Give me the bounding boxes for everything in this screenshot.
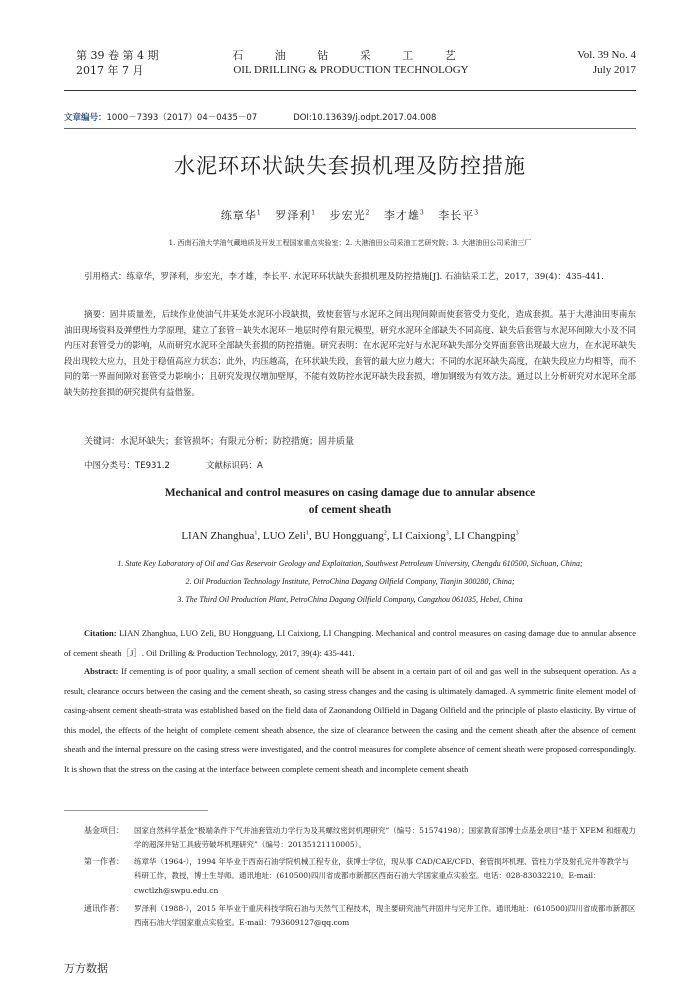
footnote-label: 基金项目：: [84, 826, 124, 835]
footnote-text: 国家自然科学基金“极端条件下气井油套管动力学行为及其螺纹密封机理研究”（编号：51574198）；国家教育部博士点基金项目“基于 XFEM 和细观力学的超深井钻工具疲劳破坏机理研究”（编号：20135121110005）。: [134, 826, 636, 850]
clc-value: TE931.2: [135, 461, 170, 471]
doc-code-label: 文献标识码：: [205, 461, 257, 471]
affiliation-en-1: 1. State Key Laboratory of Oil and Gas Reservoir Geology and Exploitation, Southwest Petroleum University, Chengdu 610500, Sichuan, China;: [117, 559, 583, 568]
affiliations-en: [64, 555, 636, 609]
abstract-en-label: Abstract:: [84, 666, 119, 676]
author-en: LUO Zeli$^1$: [262, 530, 309, 542]
affiliations-cn: 1. 西南石油大学油气藏地质及开发工程国家重点实验室；2. 大港油田公司采油工艺研究院；3. 大港油田公司采油三厂: [168, 239, 532, 247]
citation-en: [64, 624, 636, 663]
footnote-label: 通讯作者：: [84, 904, 124, 913]
author-en: BU Hongguang$^2$: [314, 530, 387, 542]
author-en: LI Changping$^3$: [454, 530, 519, 542]
article-meta: [64, 111, 436, 123]
affiliation-en-2: 2. Oil Production Technology Institute, PetroChina Dagang Oilfield Company, Tianjin 300280, China;: [185, 577, 515, 586]
citation-cn-text: 练章华，罗泽利，步宏光，李才雄，李长平. 水泥环环状缺失套损机理及防控措施[J]. 石油钻采工艺，2017，39(4)：435-441.: [126, 272, 604, 282]
footnote-text: 练章华（1964-），1994 年毕业于西南石油学院机械工程专业，获博士学位，现从事 CAD/CAE/CFD、套管损坏机理、管柱力学及射孔完井等教学与科研工作，教授，博士生导师。通讯地址：(610500)四川省成都市新都区西南石油大学国家重点实验室。电话：028-83032210。E-mail：cwctlzh@swpu.edu.cn: [134, 857, 630, 895]
clc-label: 中图分类号：: [84, 461, 136, 471]
author-cn: 练章华$^1$: [220, 209, 262, 222]
citation-en-label: Citation:: [84, 628, 117, 638]
citation-en-text: LIAN Zhanghua, LUO Zeli, BU Hongguang, LI Caixiong, LI Changping. Mechanical and control measures on casing damage due to annular absence of cement sheath［J］. Oil Drilling & Production Technology, 2017, 39(4): 435-441.: [64, 628, 636, 658]
keywords-cn-label: 关键词：: [84, 437, 121, 447]
author-en: LI Caixiong$^3$: [392, 530, 449, 542]
citation-cn-label: 引用格式：: [84, 272, 127, 282]
title-cn: 水泥环环状缺失套损机理及防控措施: [174, 154, 526, 178]
footnote-text: 罗泽利（1988-），2015 年毕业于重庆科技学院石油与天然气工程技术，现主要研究油气井固井与完井工作。通讯地址：(610500)四川省成都市新都区西南石油大学国家重点实验室。E-mail：793609127@qq.com: [134, 904, 636, 928]
abstract-en-text: If cementing is of poor quality, a small section of cement sheath will be absent in a certain part of oil and gas well in the subsequent operation. As a result, clearance occurs between the casing and the cement sheath, so casing stress changes and the casing is ultimately damaged. A symmetric finite element model of casing-absent cement sheath-strata was established based on the field data of Zaonandong Oilfield in Dagang Oilfield and the principle of plasto elasticity. By virtue of this model, the effects of the height of complete cement sheath absence, the size of clearance between the casing and the cement sheath after the absence of cement sheath and the internal pressure on the casing stress were investigated, and the control measures for complete absence of cement sheath were proposed correspondingly. It is shown that the stress on the casing at the interface between complete cement sheath and incomplete cement sheath: [64, 666, 636, 774]
meta-rule: [64, 128, 636, 129]
article-no-label: 文章编号：: [64, 113, 107, 123]
footnote-funding: [84, 824, 636, 853]
header-rule: [64, 90, 636, 91]
doc-code-value: A: [256, 461, 263, 471]
header-right: [506, 48, 636, 78]
author-cn: 李才雄$^3$: [383, 209, 425, 222]
authors-en: LIAN Zhanghua$^1$, LUO Zeli$^1$, BU Hongguang$^2$, LI Caixiong$^3$, LI Changping$^3$: [181, 530, 519, 542]
header-center: [220, 48, 482, 78]
footnote-first-author: [84, 855, 636, 898]
journal-name-cn: 石 油 钻 采 工 艺: [232, 49, 470, 62]
volume-cn: 第 39 卷 第 4 期: [76, 49, 159, 62]
footnote-corresponding-author: [84, 902, 636, 931]
abstract-cn-text: 固井质量差，后续作业使油气井某处水泥环小段缺损，致使套管与水泥环之间出现间隙而使套管受力变化，造成套损。基于大港油田枣南东油田现场资料及弹塑性力学原理，建立了套管－缺失水泥环－地层时停有限元模型，研究水泥环全部缺失不同高度、缺失后套管与水泥环间隙大小及不同内压对套管受力的影响，从而研究水泥环全部缺失套损的防控措施。研究表明：在水泥环完好与水泥环缺失部分交界面套管出现最大应力，在水泥环缺失段出现较大应力，且处于稳值高应力状态；此外，内压越高，在环状缺失段，套管的最大应力越大；不同的水泥环缺失高度，在缺失段应力均相等，而不同的第一界面间隙对套管受力影响小；且研究发现仅增加壁厚，不能有效防控水泥环缺失段套损，增加钢级为有效方法。通过以上分析研究对水泥环全部缺失防控套损的研究提供有益借鉴。: [64, 310, 636, 398]
volume-en: Vol. 39 No. 4: [577, 49, 636, 61]
authors-cn: [64, 207, 636, 223]
keywords-cn: [84, 434, 354, 447]
date-en: July 2017: [592, 64, 636, 76]
date-cn: 2017 年 7 月: [76, 64, 144, 77]
keywords-cn-text: 水泥环缺失；套管损坏；有限元分析；防控措施；固井质量: [120, 437, 355, 447]
citation-cn: [64, 270, 636, 286]
title-en: [64, 485, 636, 519]
watermark: 万方数据: [64, 962, 108, 975]
footnote-label: 第一作者：: [84, 857, 124, 866]
author-en: LIAN Zhanghua$^1$: [181, 530, 258, 542]
abstract-en: [64, 662, 636, 779]
header-left: [64, 48, 194, 78]
abstract-cn-label: 摘要：: [84, 310, 110, 320]
affiliation-en-3: 3. The Third Oil Production Plant, PetroChina Dagang Oilfield Company, Cangzhou 061035, Hebei, China: [177, 595, 523, 604]
author-cn: 步宏光$^2$: [329, 209, 371, 222]
journal-name-en: OIL DRILLING & PRODUCTION TECHNOLOGY: [233, 64, 469, 76]
footnote-rule: [64, 810, 208, 811]
title-en-line1: Mechanical and control measures on casing damage due to annular absence: [164, 487, 536, 499]
author-cn: 罗泽利$^1$: [275, 209, 317, 222]
abstract-cn: [64, 308, 636, 402]
classification: [84, 459, 263, 471]
doi: DOI:10.13639/j.odpt.2017.04.008: [293, 113, 437, 123]
author-cn: 李长平$^3$: [438, 209, 480, 222]
title-en-line2: of cement sheath: [308, 504, 392, 516]
article-no: 1000－7393（2017）04－0435－07: [106, 113, 258, 123]
